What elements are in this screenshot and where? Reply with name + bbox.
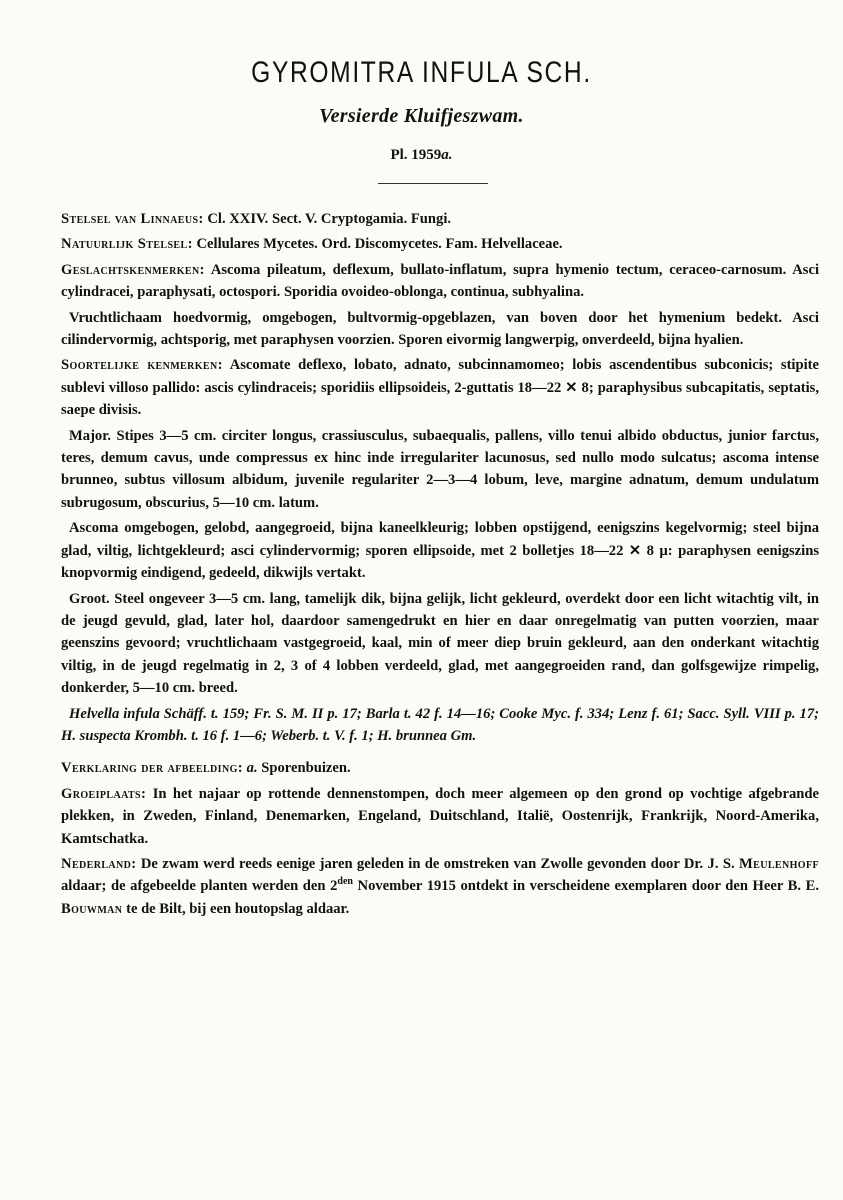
soort-paragraph — [61, 354, 819, 421]
divider — [378, 183, 488, 184]
groeiplaats-label: Groeiplaats: — [61, 785, 147, 802]
nederland-paragraph — [61, 853, 819, 920]
nederland-text-1: De zwam werd reeds eenige jaren geleden in de omstreken van Zwolle gevonden door Dr. J. S. — [140, 855, 735, 872]
geslacht-nl-paragraph: Vruchtlichaam hoedvormig, omgebogen, bultvormig-opgeblazen, van boven door het hymenium bedekt. Asci cilindervormig, achtsporig, met paraphysen voorzien. Sporen eivormig langwerpig, onverdeeld, bijna hyalien. — [61, 309, 819, 349]
nederland-text-3: November 1915 ontdekt in verscheidene exemplaren door den Heer B. E. — [357, 878, 819, 895]
plate-suffix: a. — [441, 147, 453, 163]
geslacht-label: Geslachtskenmerken: — [61, 261, 205, 278]
nederland-text-2: aldaar; de afgebeelde planten werden den 2 — [61, 878, 338, 895]
verklaring-label: Verklaring der afbeelding: — [61, 760, 244, 777]
geslacht-text: Ascoma pileatum, deflexum, bullato-inflatum, supra hymenio tectum, ceraceo-carnosum. Asci cylindracei, paraphysati, octospori. Sporidia ovoideo-oblonga, continua, subhyalina. — [61, 261, 820, 301]
soort-label: Soortelijke kenmerken: — [61, 357, 223, 374]
nederland-label: Nederland: — [61, 855, 137, 872]
natuurlijk-paragraph — [61, 233, 819, 255]
verklaring-text: Sporenbuizen. — [261, 760, 351, 777]
soort-text: Ascomate deflexo, lobato, adnato, subcinnamomeo; lobis ascendentibus subconicis; stipite sublevi villoso pallido: ascis cylindraceis; sporidiis ellipsoideis, 2-guttatis 18—22 ✕ 8; paraphysibus subcapitatis, septatis, saepe divisis. — [61, 357, 819, 419]
ascoma-nl-paragraph: Ascoma omgebogen, gelobd, aangegroeid, bijna kaneelkleurig; lobben opstijgend, eenigszins kegelvormig; steel bijna glad, viltig, lichtgekleurd; asci cylindervormig; sporen ellipsoide, met 2 bolletjes 18—22 ✕ 8 µ: paraphysen eenigszins knopvormig eindigend, gedeeld, dikwijls vertakt. — [61, 520, 819, 582]
natuurlijk-text: Cellulares Mycetes. Ord. Discomycetes. Fam. Helvellaceae. — [196, 236, 563, 253]
species-title: GYROMITRA INFULA SCH. — [251, 56, 592, 89]
verklaring-letter: a. — [246, 760, 258, 777]
groeiplaats-paragraph — [61, 783, 819, 850]
nederland-name-1: Meulenhoff — [738, 855, 819, 872]
synonyms-paragraph: Helvella infula Schäff. t. 159; Fr. S. M. II p. 17; Barla t. 42 f. 14—16; Cooke Myc. f. 334; Lenz f. 61; Sacc. Syll. VIII p. 17; H. suspecta Krombh. t. 16 f. 1—6; Weberb. t. V. f. 1; H. brunnea Gm. — [61, 705, 819, 744]
linnaeus-label: Stelsel van Linnaeus: — [61, 211, 204, 227]
linnaeus-paragraph — [61, 208, 819, 230]
natuurlijk-label: Natuurlijk Stelsel: — [61, 236, 193, 253]
major-paragraph: Major. Stipes 3—5 cm. circiter longus, crassiusculus, subaequalis, pallens, villo tenui albido obductus, junior farctus, teres, demum cavus, unde compressus ex hinc inde irregulariter lacunosus, sed nullo modo sulcatus; ascoma intense brunneo, subtus villosum albidum, juvenile regulariter 2—3—4 lobum, leve, margine adnatum, demum undulatum subrugosum, obscurius, 5—10 cm. latum. — [61, 427, 819, 511]
description-body — [61, 208, 819, 923]
linnaeus-text: Cl. XXIV. Sect. V. Cryptogamia. Fungi. — [207, 211, 452, 227]
nederland-sup: den — [337, 876, 353, 888]
dutch-name: Versierde Kluifjeszwam. — [319, 105, 524, 127]
groeiplaats-text: In het najaar op rottende dennenstompen, doch meer algemeen op den grond op vochtige afgebrande plekken, in Zweden, Finland, Denemarken, Engeland, Duitschland, Italië, Oostenrijk, Frankrijk, Noord-Amerika, Kamtschatka. — [61, 785, 819, 847]
groot-nl-paragraph: Groot. Steel ongeveer 3—5 cm. lang, tamelijk dik, bijna gelijk, licht gekleurd, overdekt door een licht witachtig vilt, in de jeugd gevuld, glad, later hol, daardoor samengedrukt en hier en daar onregelmatig van putten voorzien, maar geenszins gevoord; vruchtlichaam vastgegroeid, kaal, min of meer diep bruin gekleurd, aan den onderkant witachtig viltig, in de jeugd regelmatig in 2, 3 of 4 lobben verdeeld, glad, met aangegroeiden rand, dan golfsgewijze rimpelig, donkerder, 5—10 cm. breed. — [61, 590, 819, 697]
nederland-name-2: Bouwman — [61, 900, 123, 917]
plate-prefix: Pl. 1959 — [390, 147, 442, 163]
geslacht-paragraph — [61, 259, 819, 304]
verklaring-paragraph — [61, 757, 819, 779]
nederland-text-4: te de Bilt, bij een houtopslag aldaar. — [126, 900, 350, 917]
plate-number — [0, 147, 843, 164]
